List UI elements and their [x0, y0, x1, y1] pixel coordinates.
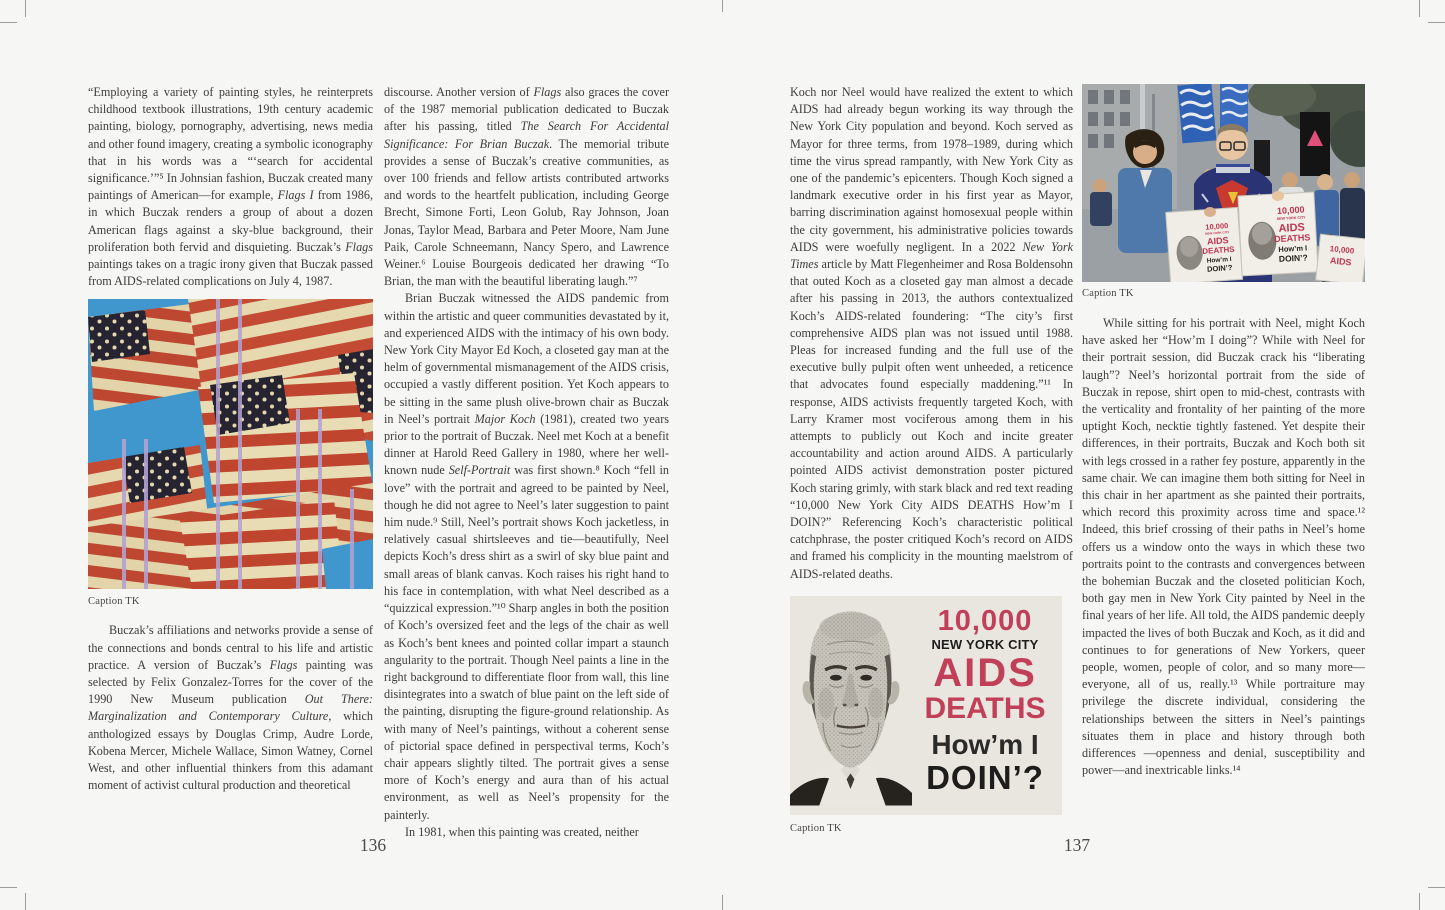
- svg-text:DEATHS: DEATHS: [1273, 232, 1311, 245]
- image-caption: Caption TK: [1082, 288, 1134, 299]
- page-number-right: 137: [1063, 835, 1091, 855]
- body-paragraph: Brian Buczak witnessed the AIDS pandemic from within the artistic and queer communities devastated by it, and experienced AIDS with the intimacy of his own body. New York City Mayor Ed Koch, a closeted gay man at the helm of governmental mismanagement of the AIDS crisis, occupied a vastly different position. Yet Koch appears to be sitting in the same plush olive-brown chair as Buczak in Neel’s portrait Major Koch (1981), created two years prior to the portrait of Buczak. Neel met Koch at a benefit dinner at Harold Reed Gallery in 1980, where her well-known nude Self-Portrait was first shown.⁸ Koch “fell in love” with the portrait and agreed to be painted by Neel, though he did not agree to Neel’s later suggestion to paint him nude.⁹ Still, Neel’s portrait shows Koch jacketless, in relatively casual shirtsleeves and tie—beautifully, Neel depicts Koch’s dress shirt as a swirl of sky blue paint and small areas of blank canvas. Koch raises his right hand to his face in contemplation, with what Neel described as a “quizzical expression.”¹⁰ Sharp angles in both the position of Koch’s oversized feet and the legs of the chair as well as Koch’s bent knees and pointed collar impart a staunch angularity to the portrait. Though Neel paints a line in the right background to differentiate floor from wall, this line disintegrates into a swatch of blue paint on the left side of the painting, disrupting the figure-ground relationship. As with many of Neel’s paintings, without a coherent sense of pictorial space defined in perspectival terms, Koch’s chair appears slightly tilted. The portrait gives a sense more of Koch’s energy and aura than of his actual environment, as well as Neel’s propensity for the painterly.: [384, 291, 669, 822]
- crop-mark: [25, 0, 26, 17]
- aids-poster-image: [790, 596, 1062, 815]
- page136-column-2: [384, 84, 669, 841]
- svg-text:AIDS: AIDS: [1278, 221, 1306, 235]
- poster-line: DEATHS: [924, 691, 1046, 725]
- crop-mark: [1428, 22, 1445, 23]
- crop-mark: [0, 22, 17, 23]
- body-paragraph: Buczak’s affiliations and networks provide a sense of the connections and bonds central to his life and artistic practice. A version of Buczak’s Flags painting was selected by Felix Gonzalez-Torres for the cover of the 1990 New Museum publication Out There: Marginalization and Contemporary Culture, which anthologized essays by Douglas Crimp, Audre Lorde, Kobena Mercer, Michele Wallace, Simon Watney, Cornel West, and other influential thinkers from this adamant moment of activist cultural production and theoretical: [88, 623, 373, 793]
- body-paragraph: “Employing a variety of painting styles, he reinterprets childhood textbook illustrations, 19th century academic painting, biology, pornography, advertising, news media and other found imagery, creating a symbolic iconography that in his words was a “‘search for accidental significance.’”⁵ In Johnsian fashion, Buczak created many paintings of American—for example, Flags I from 1986, in which Buczak renders a group of about a dozen American flags against a sky-blue background, their proliferation both fervid and disquieting. Buczak’s Flags paintings takes on a tragic irony given that Buczak passed from AIDS-related complications on July 4, 1987.: [88, 85, 373, 289]
- mini-poster-right: [1238, 192, 1318, 276]
- image-caption: Caption TK: [88, 596, 140, 608]
- spine-crop-mark: [722, 895, 723, 910]
- poster-line: How’m I: [931, 728, 1039, 760]
- poster-line: DOIN’?: [926, 758, 1044, 796]
- spine-crop-mark: [722, 0, 723, 12]
- page137-column-2: [1082, 84, 1365, 779]
- svg-text:10,000: 10,000: [1329, 244, 1355, 256]
- poster-text-block: [912, 596, 1062, 815]
- crop-mark: [25, 893, 26, 910]
- svg-text:10,000: 10,000: [1276, 204, 1305, 216]
- svg-text:How’m I: How’m I: [1206, 255, 1232, 265]
- svg-text:NEW YORK CITY: NEW YORK CITY: [1276, 215, 1306, 221]
- mini-poster-partial: [1316, 234, 1365, 282]
- svg-text:DOIN’?: DOIN’?: [1278, 252, 1308, 264]
- image-caption: Caption TK: [790, 822, 842, 834]
- svg-text:How’m I: How’m I: [1278, 243, 1308, 254]
- crop-mark: [1428, 887, 1445, 888]
- body-paragraph: In 1981, when this painting was created, neither: [405, 824, 639, 839]
- page-number-left: 136: [359, 835, 387, 855]
- mini-poster-left: [1166, 207, 1243, 282]
- body-paragraph: While sitting for his portrait with Neel, might Koch have asked her “How’m I doing”? While with Neel for their portrait session, did Buczak crack his “liberating laugh”? Neel’s horizontal portrait from the side of Buczak in repose, shirt open to mid-chest, contrasts with the verticality and frontality of her painting of the more uptight Koch, necktie tightly fastened. Yet despite their differences, in their portraits, Buczak and Koch both sit with legs crossed in a rather fey posture, apparently in the same chair. We can imagine them both sitting for Neel in this chair in her apartment as she painted their portraits, which record this proximity across time and space.¹² Indeed, this brief crossing of their paths in Neel’s home offers us a window onto the ways in which these two portraits point to the contrasts and convergences between the bohemian Buczak and the closeted politician Koch, both gay men in New York City painted by Neel in the final years of her life. All told, the AIDS pandemic deeply impacted the lives of both Buczak and Koch, as it did and continues to for generations of New Yorkers, queer people, women, people of color, and so many more—everyone, all of us, really.¹³ While portraiture may privilege the discrete individual, considering the relationships between the sitters in Neel’s paintings situates them in place and history through both differences —openness and denial, susceptibility and power—and inextricable links.¹⁴: [1082, 316, 1365, 778]
- svg-text:AIDS: AIDS: [1329, 255, 1352, 268]
- svg-text:DEATHS: DEATHS: [1202, 244, 1235, 256]
- protest-photo-illustration: [1082, 84, 1365, 282]
- koch-face-illustration: [790, 596, 912, 815]
- poster-line: NEW YORK CITY: [931, 636, 1039, 652]
- poster-line: 10,000: [937, 604, 1033, 637]
- body-paragraph: discourse. Another version of Flags also graces the cover of the 1987 memorial publication dedicated to Buczak after his passing, titled The Search For Accidental Significance: For Brian Buczak. The memorial tribute provides a sense of Buczak’s creative communities, as over 100 friends and fellow artists contributed artworks and words to the heartfelt publication, including George Brecht, Simone Forti, Leon Golub, Ray Johnson, Joan Jonas, Taylor Mead, Barbara and Peter Moore, Nam June Paik, Carole Schneemann, Nancy Spero, and Lawrence Weiner.⁶ Louise Bourgeois dedicated her drawing “To Brian, the man with the beautiful liberating laugh.”⁷: [384, 85, 669, 289]
- flags-painting-illustration: [88, 299, 373, 589]
- crop-mark: [1419, 893, 1420, 910]
- flags-painting-image: [88, 299, 373, 589]
- svg-text:NEW YORK CITY: NEW YORK CITY: [1205, 230, 1230, 236]
- protest-photo-image: [1082, 84, 1365, 282]
- body-paragraph: Koch nor Neel would have realized the extent to which AIDS had already begun working its way through the New York City population and beyond. Koch served as Mayor for three terms, from 1978–1989, during which time the virus spread rampantly, with New York City as one of the pandemic’s epicenters. Though Koch signed a landmark executive order in his first year as Mayor, barring discrimination against homosexual people within the city government, his administrative policies towards AIDS were woefully negligent. In a 2022 New York Times article by Matt Flegenheimer and Rosa Boldensohn that outed Koch as a closeted gay man almost a decade after his passing in 2013, the authors contextualized Koch’s AIDS-related foundering: “The city’s first comprehensive AIDS plan was not issued until 1988. Pleas for increased funding and the full use of the executive bully pulpit often went unheeded, a reticence that advocates found especially maddening.”¹¹ In response, AIDS activists frequently targeted Koch, with Larry Kramer most vociferous among them in his attempts to publicly out Koch and incite greater accountability and action around AIDS. A particularly pointed AIDS activist demonstration poster pictured Koch staring grimly, with stark black and red text reading “10,000 New York City AIDS DEATHS How’m I DOIN?” Referencing Koch’s characteristic political catchphrase, the poster critiqued Koch’s record on AIDS and framed his complicity in the mounting maelstrom of AIDS-related deaths.: [790, 85, 1073, 581]
- page137-column-1: [790, 84, 1073, 834]
- svg-text:AIDS: AIDS: [1206, 235, 1229, 247]
- svg-text:10,000: 10,000: [1205, 221, 1229, 232]
- crop-mark: [1419, 0, 1420, 17]
- crop-mark: [0, 887, 17, 888]
- poster-line: AIDS: [933, 650, 1037, 695]
- svg-text:DOIN’?: DOIN’?: [1206, 262, 1233, 274]
- page136-column-1: [88, 84, 373, 794]
